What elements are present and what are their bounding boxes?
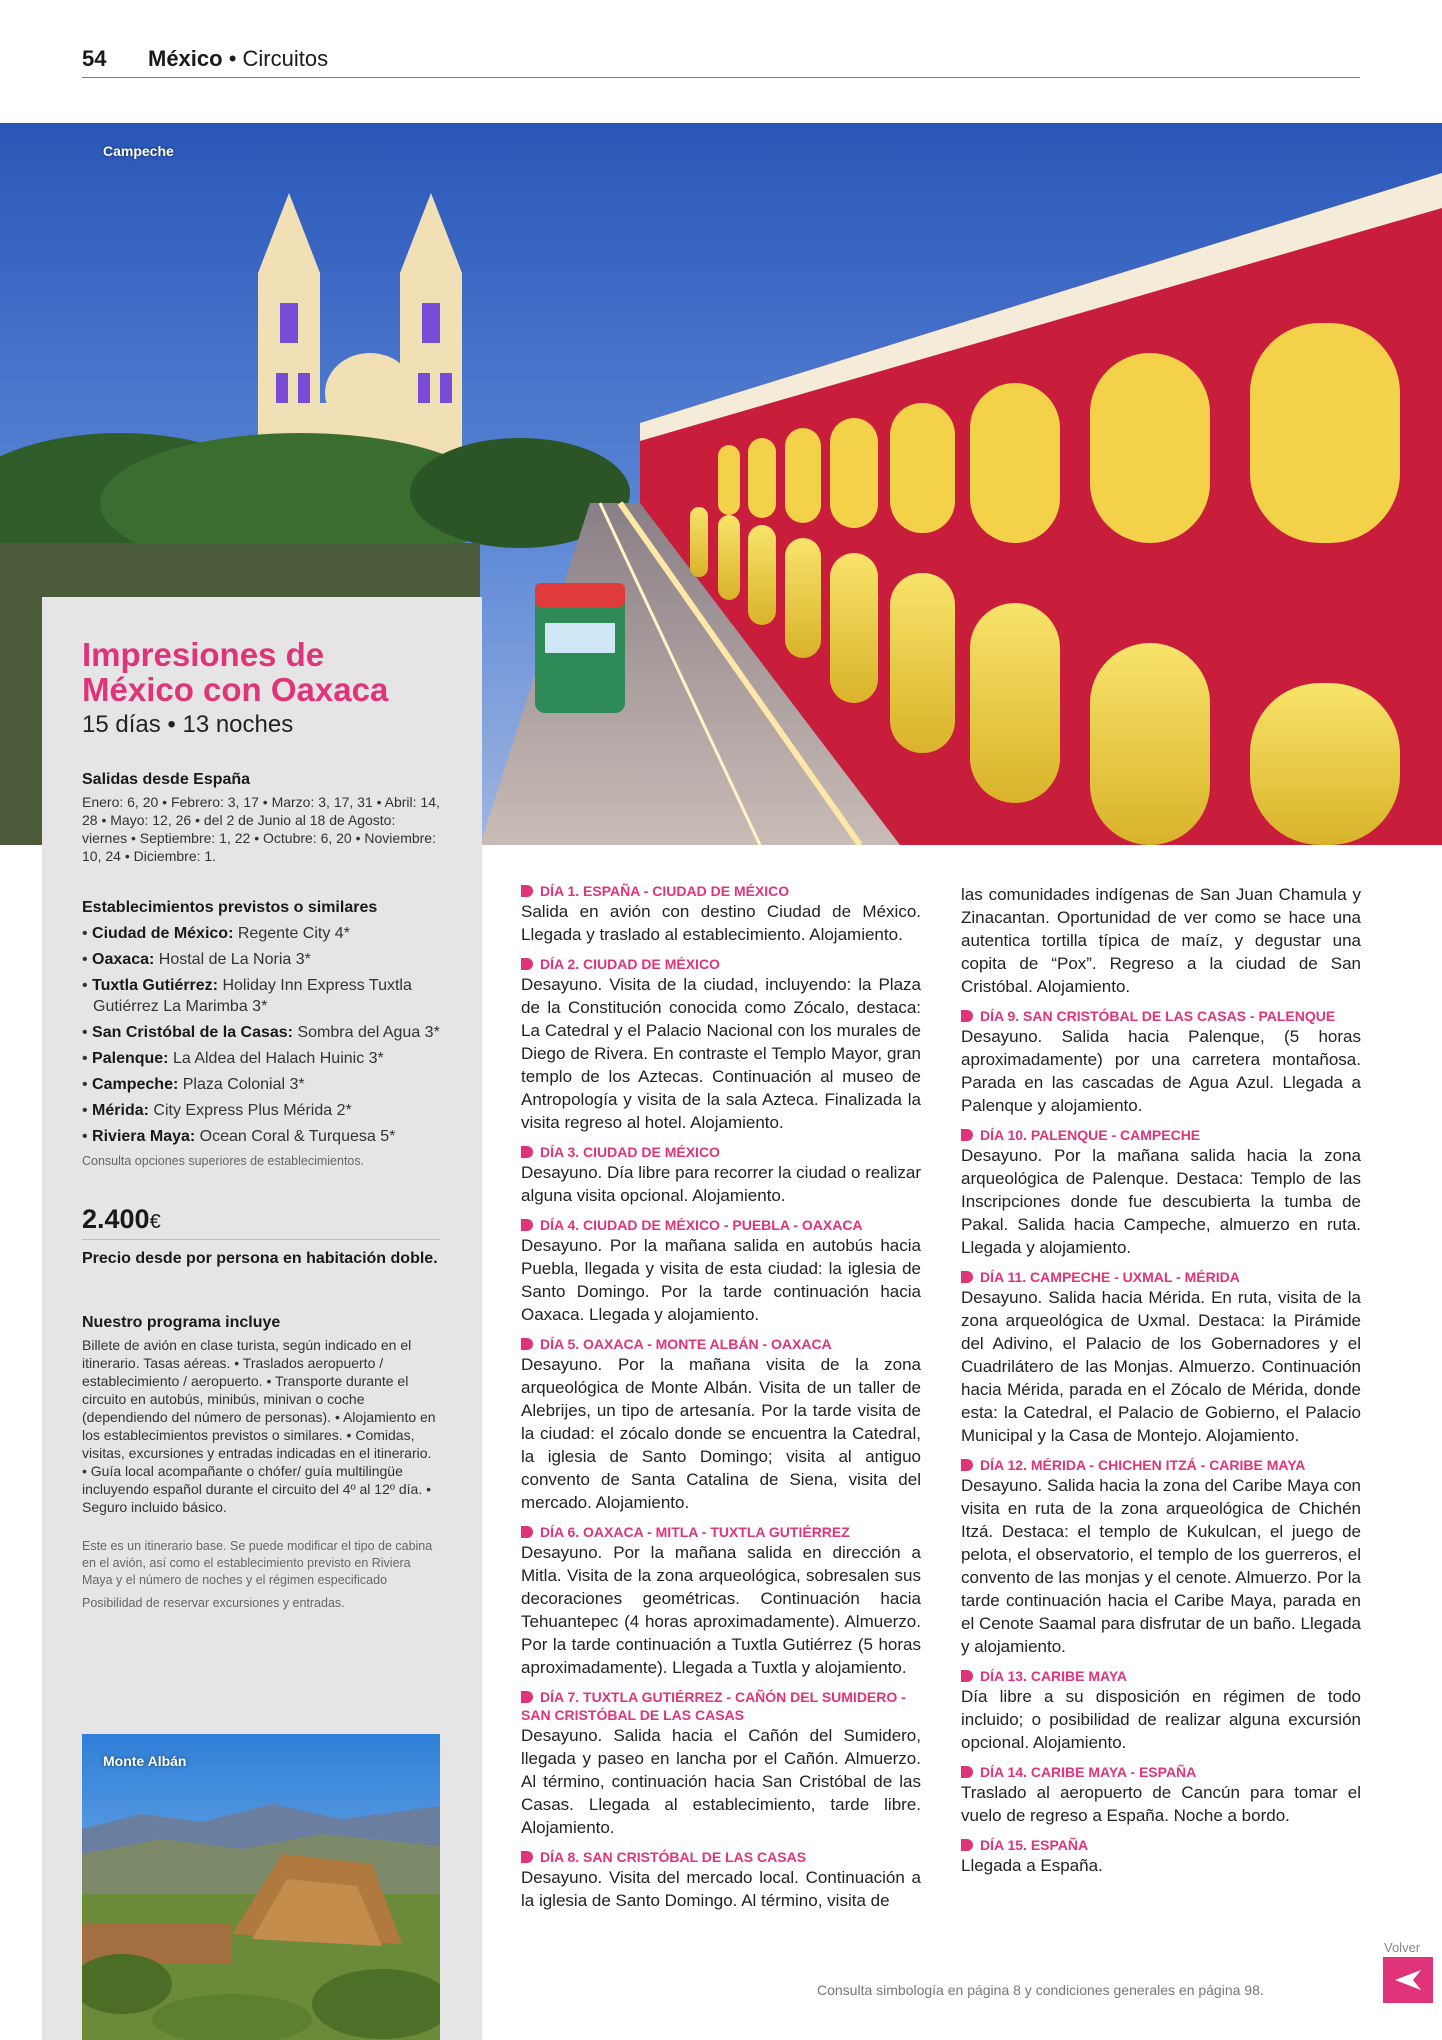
day-4 [521, 1216, 921, 1326]
itinerary-note: Este es un itinerario base. Se puede modificar el tipo de cabina en el avión, así como el establecimiento previsto en Riviera Maya y el número de noches y el régimen especificado [82, 1539, 433, 1587]
day-title [521, 1523, 921, 1541]
bullet-marker [961, 1459, 973, 1471]
price [82, 1204, 440, 1235]
day-title-text: DÍA 8. SAN CRISTÓBAL DE LAS CASAS [540, 1849, 807, 1865]
itinerary-column-2 [961, 883, 1361, 1886]
price-note: Precio desde por persona en habitación doble. [82, 1250, 438, 1267]
day-title [521, 882, 921, 900]
hotel-city: Oaxaca: [92, 951, 155, 968]
day-5 [521, 1335, 921, 1514]
day-title-text: DÍA 2. CIUDAD DE MÉXICO [540, 956, 720, 972]
day-title [521, 1848, 921, 1866]
day-title-text: DÍA 9. SAN CRISTÓBAL DE LAS CASAS - PALENQUE [980, 1008, 1336, 1024]
day-title [961, 1126, 1361, 1144]
day-13 [961, 1667, 1361, 1754]
day-text: Desayuno. Visita del mercado local. Continuación a la iglesia de Santo Domingo. Al término, visita de [521, 1868, 921, 1910]
day-title-text: DÍA 7. TUXTLA GUTIÉRREZ - CAÑÓN DEL SUMIDERO - SAN CRISTÓBAL DE LAS CASAS [521, 1689, 906, 1723]
back-label[interactable]: Volver [1384, 1940, 1421, 1955]
hotel-name: La Aldea del Halach Huinic 3* [172, 1050, 384, 1067]
hotel-name: Plaza Colonial 3* [182, 1076, 305, 1093]
hotel-name: City Express Plus Mérida 2* [153, 1102, 352, 1119]
hotel-city: Campeche: [92, 1076, 179, 1093]
day-text: Desayuno. Visita de la ciudad, incluyendo: la Plaza de la Constitución conocida como Zócalo, destaca: La Catedral y el Palacio Nacional con los murales de Diego de Rivera. En contraste el Templo Mayor, gran templo de los Aztecas. Continuación al museo de Antropología y visita de la sala Azteca. Finalizada la visita regreso al hotel. Alojamiento. [521, 975, 921, 1132]
price-amount: 2.400 [82, 1204, 150, 1234]
hotel-item: • Mérida: City Express Plus Mérida 2* [82, 1102, 352, 1119]
day-2 [521, 955, 921, 1134]
hotels-note: Consulta opciones superiores de establecimientos. [82, 1154, 365, 1168]
hero-caption: Campeche [103, 143, 174, 159]
bullet-marker [521, 1146, 533, 1158]
day-text: las comunidades indígenas de San Juan Chamula y Zinacantan. Oportunidad de ver como se hace una autentica tortilla típica de maíz, y degustar una copita de “Pox”. Regreso a la ciudad de San Cristóbal. Alojamiento. [961, 885, 1361, 996]
day-title [961, 1836, 1361, 1854]
day-title [961, 1456, 1361, 1474]
day-title-text: DÍA 1. ESPAÑA - CIUDAD DE MÉXICO [540, 883, 790, 899]
day-11 [961, 1268, 1361, 1447]
hotel-name: Holiday Inn Express Tuxtla Gutiérrez La Marimba 3* [93, 977, 412, 1015]
day-1 [521, 882, 921, 946]
page-header [82, 46, 1360, 78]
day-text: Desayuno. Por la mañana salida en dirección a Mitla. Visita de la zona arqueológica, sobresalen sus decoraciones geométricas. Continuación hacia Tehuantepec (4 horas aproximadamente). Almuerzo. Por la tarde continuación a Tuxtla Gutiérrez (5 horas aproximadamente). Llegada a Tuxtla y alojamiento. [521, 1543, 921, 1677]
day-title [961, 1667, 1361, 1685]
day-title-text: DÍA 15. ESPAÑA [980, 1837, 1089, 1853]
day-8 [521, 1848, 921, 1912]
day-title-text: DÍA 5. OAXACA - MONTE ALBÁN - OAXACA [540, 1336, 832, 1352]
hotel-city: Tuxtla Gutiérrez: [92, 977, 218, 994]
hotel-name: Hostal de La Noria 3* [158, 951, 311, 968]
day-text: Desayuno. Salida hacia Mérida. En ruta, visita de la zona arqueológica de Uxmal. Destaca: la Pirámide del Adivino, el Palacio de los Gobernadores y el Cuadrilátero de las Monjas. Almuerzo. Continuación hacia Mérida, parada en el Zócalo de Mérida, donde esta: la Catedral, el Palacio de Gobierno, el Palacio Municipal y la Casa de Montejo. Alojamiento. [961, 1288, 1361, 1445]
bullet-marker [521, 1691, 533, 1703]
excursions-note: Posibilidad de reservar excursiones y entradas. [82, 1596, 345, 1610]
itinerary-column-1 [521, 882, 921, 1921]
departures-dates: Enero: 6, 20 • Febrero: 3, 17 • Marzo: 3, 17, 31 • Abril: 14, 28 • Mayo: 12, 26 • del 2 de Junio al 18 de Agosto: viernes • Septiembre: 1, 22 • Octubre: 6, 20 • Noviembre: 10, 24 • Diciembre: 1. [82, 794, 440, 864]
hotel-name: Sombra del Agua 3* [297, 1024, 440, 1041]
hotel-city: Riviera Maya: [92, 1128, 196, 1145]
hotel-item: • San Cristóbal de la Casas: Sombra del Agua 3* [82, 1024, 440, 1041]
hotel-item: • Campeche: Plaza Colonial 3* [82, 1076, 305, 1093]
price-divider [82, 1239, 440, 1240]
day-text: Desayuno. Día libre para recorrer la ciudad o realizar alguna visita opcional. Alojamiento. [521, 1163, 921, 1205]
day-3 [521, 1143, 921, 1207]
monte-alban-photo [82, 1734, 440, 2040]
day-text: Desayuno. Por la mañana visita de la zona arqueológica de Monte Albán. Visita de un taller de Alebrijes, un tipo de artesanía. Por la tarde visita de la ciudad: el zócalo donde se encuentra la Catedral, la iglesia de Santo Domingo; visita al antiguo convento de Santa Catalina de Siena, visita del mercado. Alojamiento. [521, 1355, 921, 1512]
hotels-heading: Establecimientos previstos o similares [82, 899, 378, 916]
day-title-text: DÍA 3. CIUDAD DE MÉXICO [540, 1144, 720, 1160]
bullet-marker [521, 1851, 533, 1863]
section-separator: • [222, 46, 243, 71]
footer-conditions-note: Consulta simbología en página 8 y condiciones generales en página 98. [817, 1982, 1264, 1998]
day-title-text: DÍA 6. OAXACA - MITLA - TUXTLA GUTIÉRREZ [540, 1524, 850, 1540]
day-title-text: DÍA 10. PALENQUE - CAMPECHE [980, 1127, 1201, 1143]
bullet-marker [961, 1129, 973, 1141]
day-text: Salida en avión con destino Ciudad de México. Llegada y traslado al establecimiento. Alojamiento. [521, 902, 921, 944]
trip-title: Impresiones de México con Oaxaca [82, 636, 389, 708]
day-title [961, 1268, 1361, 1286]
departures-heading: Salidas desde España [82, 771, 251, 788]
bullet-marker [961, 1271, 973, 1283]
hotel-city: San Cristóbal de la Casas: [92, 1024, 294, 1041]
day-title-text: DÍA 12. MÉRIDA - CHICHEN ITZÁ - CARIBE MAYA [980, 1457, 1306, 1473]
day-text: Desayuno. Por la mañana salida hacia la zona arqueológica de Palenque. Destaca: Templo de las Inscripciones donde fue descubierta la tumba de Pakal. Salida hacia Campeche, almuerzo en ruta. Llegada y alojamiento. [961, 1146, 1361, 1257]
day-text: Desayuno. Salida hacia el Cañón del Sumidero, llegada y paseo en lancha por el Cañón. Almuerzo. Al término, continuación hacia San Cristóbal de las Casas. Llegada al establecimiento, tarde libre. Alojamiento. [521, 1726, 921, 1837]
hotel-item: • Riviera Maya: Ocean Coral & Turquesa 5* [82, 1128, 396, 1145]
price-currency: € [149, 1211, 161, 1233]
hotel-name: Regente City 4* [237, 925, 350, 942]
day-8-continued [961, 883, 1361, 998]
day-9 [961, 1007, 1361, 1117]
section-country: México [148, 46, 223, 71]
section-title [148, 46, 328, 72]
monte-alban-illustration [82, 1734, 440, 2040]
includes-heading: Nuestro programa incluye [82, 1314, 281, 1331]
trip-duration: 15 días • 13 noches [82, 711, 294, 738]
bullet-marker [521, 885, 533, 897]
hotels-list [82, 923, 440, 1147]
day-7 [521, 1688, 921, 1839]
day-text: Desayuno. Por la mañana salida en autobús hacia Puebla, llegada y visita de esta ciudad: la iglesia de Santo Domingo. Por la tarde continuación hacia Oaxaca. Llegada y alojamiento. [521, 1236, 921, 1324]
day-text: Desayuno. Salida hacia la zona del Caribe Maya con visita en ruta de la zona arqueológica de Chichén Itzá. Destaca: el templo de Kukulcan, el juego de pelota, el observatorio, el templo de los guerreros, el convento de las monjas y el cenote. Almuerzo. Por la tarde continuación hacia el Caribe Maya, parada en el Cenote Saamal para disfrutar de un baño. Llegada y alojamiento. [961, 1476, 1361, 1656]
day-title-text: DÍA 13. CARIBE MAYA [980, 1668, 1128, 1684]
bullet-marker [521, 1526, 533, 1538]
section-name: Circuitos [242, 46, 329, 71]
hotel-item: • Tuxtla Gutiérrez: Holiday Inn Express Tuxtla Gutiérrez La Marimba 3* [82, 977, 412, 1015]
day-title [521, 1143, 921, 1161]
bullet-marker [961, 1839, 973, 1851]
back-button[interactable] [1383, 1957, 1433, 2003]
day-title [521, 955, 921, 973]
day-6 [521, 1523, 921, 1679]
day-text: Traslado al aeropuerto de Cancún para tomar el vuelo de regreso a España. Noche a bordo. [961, 1783, 1361, 1825]
day-title [521, 1688, 921, 1724]
hotel-name: Ocean Coral & Turquesa 5* [199, 1128, 396, 1145]
monte-alban-caption: Monte Albán [103, 1753, 187, 1769]
day-text: Desayuno. Salida hacia Palenque, (5 horas aproximadamente) por una carretera montañosa. Parada en las cascadas de Agua Azul. Llegada a Palenque y alojamiento. [961, 1027, 1361, 1115]
day-title [521, 1335, 921, 1353]
day-14 [961, 1763, 1361, 1827]
includes-text: Billete de avión en clase turista, según indicado en el itinerario. Tasas aéreas. • Traslados aeropuerto / establecimiento / aeropuerto. • Transporte durante el circuito en autobús, minibús, minivan o coche (dependiendo del número de personas). • Alojamiento en los establecimientos previstos o similares. • Comidas, visitas, excursiones y entradas indicadas en el itinerario. • Guía local acompañante o chófer/ guía multilingüe incluyendo español durante el circuito del 4º al 12º día. • Seguro incluido básico. [82, 1337, 436, 1515]
bullet-marker [961, 1670, 973, 1682]
day-title-text: DÍA 11. CAMPECHE - UXMAL - MÉRIDA [980, 1269, 1240, 1285]
day-12 [961, 1456, 1361, 1658]
page-number: 54 [82, 46, 107, 71]
hotel-item: • Ciudad de México: Regente City 4* [82, 925, 350, 942]
day-title-text: DÍA 4. CIUDAD DE MÉXICO - PUEBLA - OAXACA [540, 1217, 863, 1233]
hotel-city: Mérida: [92, 1102, 149, 1119]
bullet-marker [961, 1766, 973, 1778]
day-title [961, 1007, 1361, 1025]
day-text: Día libre a su disposición en régimen de todo incluido; o posibilidad de realizar alguna excursión opcional. Alojamiento. [961, 1687, 1361, 1752]
bullet-marker [961, 1010, 973, 1022]
day-title-text: DÍA 14. CARIBE MAYA - ESPAÑA [980, 1764, 1197, 1780]
day-10 [961, 1126, 1361, 1259]
hotel-city: Ciudad de México: [92, 925, 234, 942]
day-text: Llegada a España. [961, 1856, 1103, 1875]
hotel-city: Palenque: [92, 1050, 169, 1067]
day-title [521, 1216, 921, 1234]
bullet-marker [521, 958, 533, 970]
hotel-item: • Palenque: La Aldea del Halach Huinic 3* [82, 1050, 384, 1067]
day-15 [961, 1836, 1361, 1877]
day-title [961, 1763, 1361, 1781]
bullet-marker [521, 1338, 533, 1350]
back-arrow-icon [1393, 1968, 1423, 1992]
bullet-marker [521, 1219, 533, 1231]
hotel-item: • Oaxaca: Hostal de La Noria 3* [82, 951, 311, 968]
